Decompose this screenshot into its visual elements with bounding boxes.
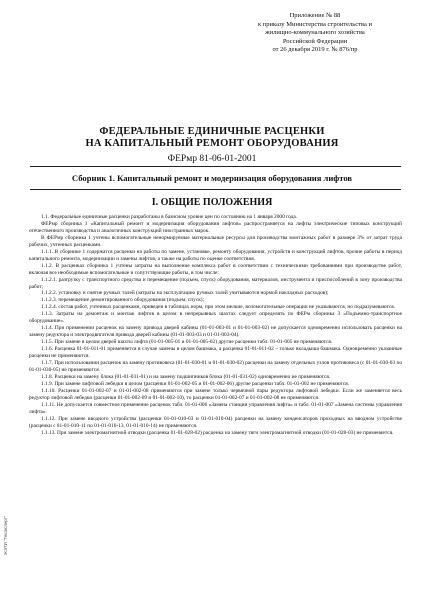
paragraph: В ФЕРмр сборника 1 учтены вспомогательные ненормируемые материальные ресурсы для производства монтажных работ в размере 3% от затрат труда рабочих, учтенных расценками. <box>29 234 402 248</box>
paragraph: 1.1.9. При замене лифтовой лебедки в целом (расценки 01-01-002-05 и 01-01-002-06) другие расценки табл. 01-01-002 не применяются. <box>41 380 350 387</box>
annex-ministry-line: жилищно-коммунального хозяйства <box>265 29 365 37</box>
document-code: ФЕРмр 81-06-01-2001 <box>167 154 257 164</box>
paragraph: 1.1.11. Не допускается совместное применение расценок табл. 01-01-006 «Замена станции управления лифта» и табл. 01-01-007 «Замена системы управления лифта». <box>29 401 402 415</box>
paragraph: 1.1.1. В сборнике 1 содержатся расценки на работы по замене, установке, ремонту оборудования, устройств и конструкций лифтов, прочие работы в период капитального ремонта, модернизации и замены лифтов, а также на работы по оценке соответствия. <box>29 248 402 262</box>
paragraph: 1.1.4. При применении расценок на замену привода дверей кабины (01-01-003-01 и 01-01-003-02) не допускается одновременно использовать расценки на замену редуктора и электродвигателя привода дверей кабины (01-01-003-03 и 01-01-003-04). <box>29 325 402 339</box>
paragraph: 1.1.2.1. разгрузку с транспортного средства и перемещение (подъем, спуск) оборудования, материалов, инструмента и приспособлений в зону производства работ; <box>29 276 402 290</box>
paragraph: 1.1.12. При замене вводного устройства (расценки 01-01-010-03 и 01-01-010-04) расценки на замену конденсаторов проходных на вводном устройстве (расценки с 01-01-010-11 по 01-01-010-13, 01-01-010-14) не применяются. <box>29 415 402 429</box>
annex-country-line: Российской Федерации <box>282 37 348 45</box>
collection-heading: Сборник 1. Капитальный ремонт и модернизация оборудования лифтов <box>71 173 353 183</box>
paragraph: 1.1.2.3. перемещение демонтированного оборудования (подъем, спуск); <box>41 297 205 304</box>
divider-bottom <box>30 189 401 190</box>
section-heading: I. ОБЩИЕ ПОЛОЖЕНИЯ <box>151 197 273 208</box>
paragraph: 1.1.2.2. установку и снятие ручных талей (затраты на эксплуатацию ручных талей учитываются нормой накладных расходов); <box>41 290 329 297</box>
annex-order-line: к приказу Министерства строительства и <box>258 20 372 28</box>
side-stamp: ЖЭТИ "Техэксперт" <box>3 515 8 555</box>
document-title-line1: ФЕДЕРАЛЬНЫЕ ЕДИНИЧНЫЕ РАСЦЕНКИ <box>99 126 325 137</box>
paragraph: 1.1.10. Расценки 01-01-002-07 и 01-01-002-08 применяются при замене только червячной пары редуктора лифтовой лебедки. Если же заменяется весь редуктор лифтовой лебедки (расценки 01-01-002-09 и 01-01-002-10), то расценки 01-01-002-07 и 01-01-002-08 не применяются. <box>29 387 402 401</box>
paragraph: 1.1.5. При замене в целом дверей шахты лифта (01-01-005-01 и 01-01-005-02) другие расценки табл. 01-01-005 не применяются. <box>41 339 333 346</box>
document-title-line2: НА КАПИТАЛЬНЫЙ РЕМОНТ ОБОРУДОВАНИЯ <box>85 138 339 149</box>
paragraph: 1.1.2.4. состав работ, учтенных расценками, приведен в таблицах норм, при этом мелкие, вспомогательные операции не указываются, но подразумеваются. <box>41 304 396 311</box>
annex-number: Приложение № 88 <box>289 12 341 19</box>
paragraph: 1.1.6. Расценка 01-01-011-01 применяется в случае замены в целом башмака, а расценка 01-01-011-02 – только вкладыша башмака. Одновременно указанные расценки не применяются. <box>29 346 402 360</box>
paragraph: 1.1.7. При использовании расценок на замену противовеса (01-01-030-01 и 01-01-030-02) расценки на замену отдельных узлов противовеса (с 01-01-030-03 по 01-01-030-05) не применяются. <box>29 360 402 373</box>
paragraph: 1.1.3. Затраты на демонтаж и монтаж лифтов в целом в непрерывных шахтах следует определять по ФЕРм сборника 3 «Подъемно-транспортное оборудование». <box>29 311 402 325</box>
annex-date-line: от 26 декабря 2019 г. № 876/пр <box>272 46 358 54</box>
annex-header <box>224 12 406 55</box>
divider-top <box>30 166 401 167</box>
body-text <box>29 214 402 437</box>
paragraph: ФЕРмр сборника 1 «Капитальный ремонт и модернизация оборудования лифтов» распространяется на лифты электрические типовых конструкций отечественного производства и аналогичных конструкций иностранных марок. <box>29 220 402 234</box>
paragraph: 1.1.13. При замене электромагнитной отводки (расценка 01-01-028-02) расценка на замену тяги электромагнитной отводки (01-01-028-03) не применяется. <box>41 429 394 436</box>
paragraph: 1.1.8. Расценки на замену блока (01-01-031-01) и на замену подшипников блока (01-01-031-02) одновременно не применяются. <box>41 373 331 380</box>
paragraph: 1.1.2. В расценках сборника 1 учтены затраты на выполнение комплекса работ в соответствии с техническими требованиями при производстве работ, включая все необходимые вспомогательные и сопутствующие работы, в том числе: <box>29 262 402 276</box>
paragraph: 1.1. Федеральные единичные расценки разработаны в базисном уровне цен по состоянию на 1 января 2000 года. <box>41 214 298 220</box>
